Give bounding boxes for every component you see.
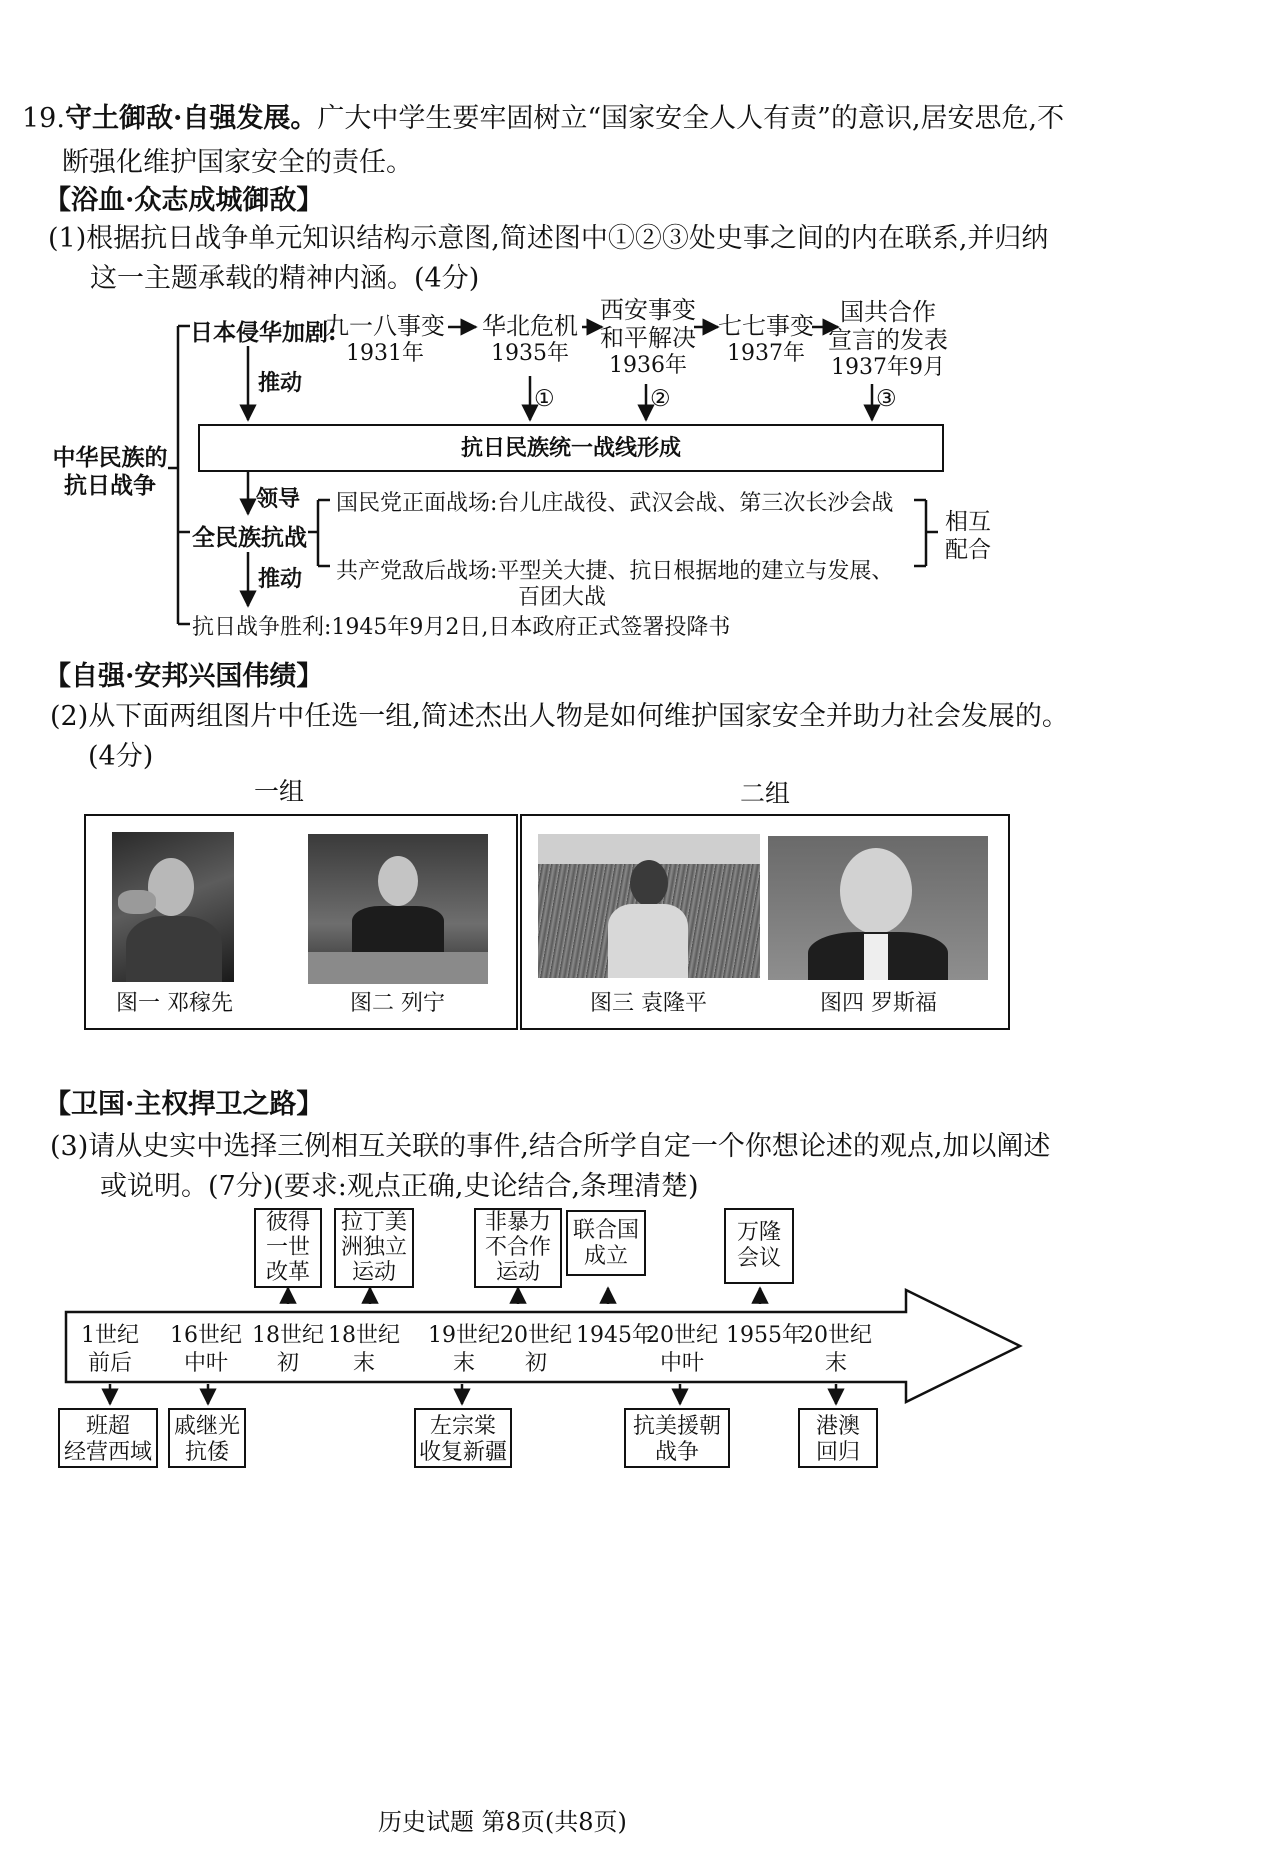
section1-prompt-line1: (1)根据抗日战争单元知识结构示意图,简述图中①②③处史事之间的内在联系,并归纳 bbox=[48, 223, 1049, 254]
period-2-a: 16世纪 bbox=[170, 1323, 242, 1348]
period-2-b: 中叶 bbox=[183, 1351, 228, 1376]
all-nation-label: 全民族抗战 bbox=[192, 524, 307, 551]
event-hkmacau-line1: 港澳 bbox=[815, 1414, 860, 1439]
marker-1: ① bbox=[534, 386, 555, 412]
event-non-violence bbox=[474, 1208, 562, 1288]
united-front-label: 抗日民族统一战线形成 bbox=[460, 435, 681, 461]
period-10 bbox=[796, 1322, 876, 1378]
event-kmt-cpc-year: 1937年9月 bbox=[831, 355, 945, 380]
period-3 bbox=[248, 1322, 328, 1378]
period-6-a: 20世纪 bbox=[500, 1323, 572, 1348]
section2-heading: 【自强·安邦兴国伟绩】 bbox=[44, 661, 324, 692]
event-nonviolence-line3: 运动 bbox=[495, 1260, 540, 1285]
event-huabei-name: 华北危机 bbox=[482, 312, 578, 340]
event-un-line1: 联合国 bbox=[572, 1218, 639, 1243]
push-label-1: 推动 bbox=[258, 370, 303, 396]
event-hkmacau-line2: 回归 bbox=[815, 1440, 860, 1465]
event-nonviolence-line2: 不合作 bbox=[484, 1235, 551, 1260]
event-xian-name1: 西安事变 bbox=[600, 296, 696, 324]
event-latin-america bbox=[334, 1208, 414, 1288]
event-banchao-line1: 班超 bbox=[85, 1414, 130, 1439]
diagram-root-line2: 抗日战争 bbox=[64, 472, 156, 499]
period-1-b: 前后 bbox=[87, 1351, 132, 1376]
event-peter-line2: 一世 bbox=[265, 1235, 310, 1260]
caption-fig3: 图三 袁隆平 bbox=[590, 991, 707, 1016]
event-latam-line2: 洲独立 bbox=[340, 1235, 407, 1260]
event-xian-year: 1936年 bbox=[609, 353, 687, 378]
period-8-a: 20世纪 bbox=[646, 1323, 718, 1348]
period-5-a: 19世纪 bbox=[428, 1323, 500, 1348]
event-zuozongtang-line2: 收复新疆 bbox=[418, 1440, 507, 1465]
event-918-year: 1931年 bbox=[346, 341, 424, 366]
section1-heading: 【浴血·众志成城御敌】 bbox=[44, 185, 324, 216]
period-3-a: 18世纪 bbox=[252, 1323, 324, 1348]
marker-3: ③ bbox=[876, 386, 897, 412]
period-6-b: 初 bbox=[524, 1351, 547, 1376]
event-qijiguang-line1: 戚继光 bbox=[173, 1414, 240, 1439]
event-hk-macau-return bbox=[798, 1408, 878, 1468]
event-huabei-year: 1935年 bbox=[491, 341, 569, 366]
period-5 bbox=[424, 1322, 504, 1378]
event-nonviolence-line1: 非暴力 bbox=[484, 1210, 551, 1235]
event-koreanwar-line2: 战争 bbox=[654, 1440, 699, 1465]
event-77-year: 1937年 bbox=[727, 341, 805, 366]
section2-prompt-line2: (4分) bbox=[88, 741, 154, 772]
period-3-b: 初 bbox=[276, 1351, 299, 1376]
event-qijiguang-line2: 抗倭 bbox=[184, 1440, 229, 1465]
aggression-label: 日本侵华加剧: bbox=[190, 319, 337, 346]
question-number: 19. bbox=[22, 103, 65, 134]
section3-heading: 【卫国·主权捍卫之路】 bbox=[44, 1089, 324, 1120]
period-6 bbox=[496, 1322, 576, 1378]
caption-fig2: 图二 列宁 bbox=[350, 991, 445, 1016]
page-footer: 历史试题 第8页(共8页) bbox=[378, 1808, 627, 1836]
event-bandung-line1: 万隆 bbox=[736, 1220, 781, 1245]
period-7 bbox=[576, 1322, 654, 1350]
event-latam-line1: 拉丁美 bbox=[340, 1210, 407, 1235]
push-label-2: 推动 bbox=[258, 566, 303, 592]
period-4 bbox=[324, 1322, 404, 1378]
event-bandung-line2: 会议 bbox=[736, 1246, 781, 1271]
event-zuozongtang-line1: 左宗棠 bbox=[429, 1414, 496, 1439]
event-peter-line3: 改革 bbox=[265, 1260, 310, 1285]
period-1-a: 1世纪 bbox=[81, 1323, 139, 1348]
event-kmt-cpc-name2: 宣言的发表 bbox=[828, 326, 948, 354]
cooperation-line2: 配合 bbox=[945, 537, 991, 563]
section2-prompt-line1: (2)从下面两组图片中任选一组,简述杰出人物是如何维护国家安全并助力社会发展的。 bbox=[50, 701, 1069, 732]
group2-label: 二组 bbox=[740, 779, 791, 808]
event-peter-reform bbox=[254, 1208, 322, 1288]
event-un-line2: 成立 bbox=[583, 1244, 628, 1269]
event-918-name: 九一八事变 bbox=[325, 312, 445, 340]
event-ban-chao bbox=[58, 1408, 158, 1468]
event-banchao-line2: 经营西域 bbox=[63, 1440, 152, 1465]
period-9-a: 1955年 bbox=[726, 1323, 804, 1348]
victory-label: 抗日战争胜利:1945年9月2日,日本政府正式签署投降书 bbox=[192, 615, 731, 640]
group1-label: 一组 bbox=[254, 777, 305, 806]
period-9 bbox=[726, 1322, 804, 1350]
event-kmt-cpc-name1: 国共合作 bbox=[840, 298, 936, 326]
period-4-a: 18世纪 bbox=[328, 1323, 400, 1348]
lead-label: 领导 bbox=[256, 486, 301, 512]
period-10-a: 20世纪 bbox=[800, 1323, 872, 1348]
event-korean-war bbox=[624, 1408, 730, 1468]
event-latam-line3: 运动 bbox=[351, 1260, 396, 1285]
period-5-b: 末 bbox=[452, 1351, 475, 1376]
event-qi-jiguang bbox=[168, 1408, 246, 1468]
period-8-b: 中叶 bbox=[659, 1351, 704, 1376]
event-koreanwar-line1: 抗美援朝 bbox=[632, 1414, 721, 1439]
period-1 bbox=[72, 1322, 148, 1378]
section1-prompt-line2: 这一主题承载的精神内涵。(4分) bbox=[90, 263, 480, 294]
question-intro-line2: 断强化维护国家安全的责任。 bbox=[62, 147, 413, 178]
period-4-b: 末 bbox=[352, 1351, 375, 1376]
event-xian-name2: 和平解决 bbox=[600, 324, 696, 352]
event-77-name: 七七事变 bbox=[718, 312, 814, 340]
period-7-a: 1945年 bbox=[576, 1323, 654, 1348]
section3-prompt-line2: 或说明。(7分)(要求:观点正确,史论结合,条理清楚) bbox=[100, 1171, 699, 1202]
kmt-front: 国民党正面战场:台儿庄战役、武汉会战、第三次长沙会战 bbox=[336, 491, 894, 516]
event-zuo-zongtang bbox=[414, 1408, 512, 1468]
diagram-root-line1: 中华民族的 bbox=[52, 444, 168, 471]
cooperation-line1: 相互 bbox=[945, 509, 991, 535]
section3-prompt-line1: (3)请从史实中选择三例相互关联的事件,结合所学自定一个你想论述的观点,加以阐述 bbox=[50, 1131, 1051, 1162]
period-10-b: 末 bbox=[824, 1351, 847, 1376]
period-8 bbox=[642, 1322, 722, 1378]
question-title: 守土御敌·自强发展。 bbox=[64, 103, 318, 134]
period-2 bbox=[164, 1322, 248, 1378]
caption-fig1: 图一 邓稼先 bbox=[116, 991, 233, 1016]
cpc-front-line1: 共产党敌后战场:平型关大捷、抗日根据地的建立与发展、 bbox=[336, 559, 894, 584]
event-un-founded bbox=[566, 1210, 646, 1276]
caption-fig4: 图四 罗斯福 bbox=[820, 991, 937, 1016]
marker-2: ② bbox=[650, 386, 671, 412]
cpc-front-line2: 百团大战 bbox=[518, 585, 607, 610]
event-bandung bbox=[724, 1208, 794, 1284]
question-intro-line1: 广大中学生要牢固树立“国家安全人人有责”的意识,居安思危,不 bbox=[317, 103, 1065, 134]
event-peter-line1: 彼得 bbox=[265, 1210, 310, 1235]
